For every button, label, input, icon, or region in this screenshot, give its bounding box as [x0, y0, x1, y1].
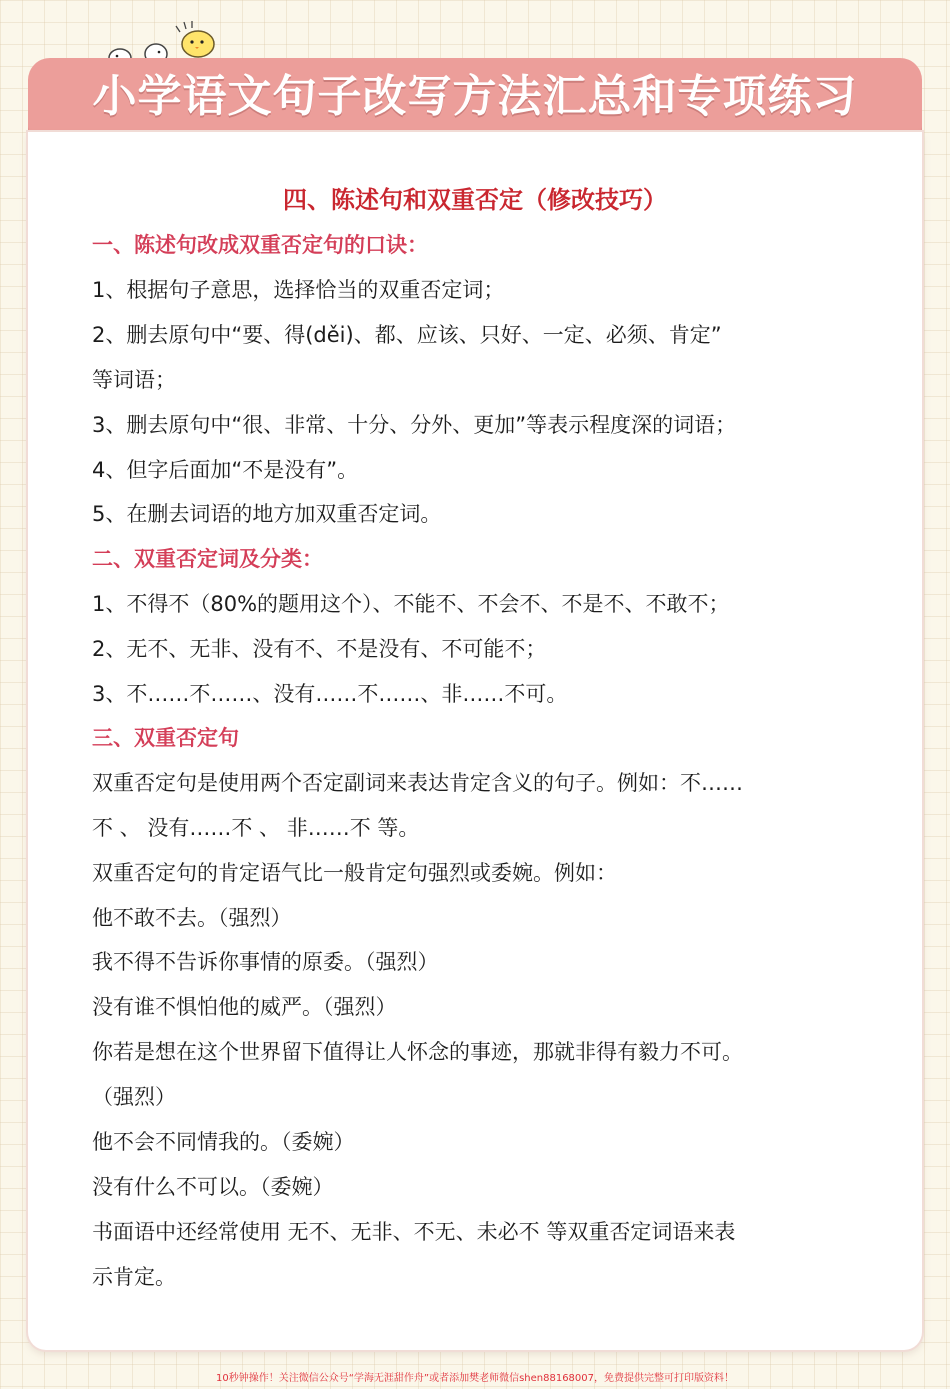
- part1-line: 5、在删去词语的地方加双重否定词。: [92, 502, 442, 526]
- part3-line: 示肯定。: [92, 1265, 176, 1289]
- part3-line: 不 、 没有……不 、 非……不 等。: [92, 816, 420, 840]
- part1-line: 4、但字后面加“不是没有”。: [92, 458, 359, 482]
- part3-line: （强烈）: [92, 1085, 176, 1109]
- part3-line: 你若是想在这个世界留下值得让人怀念的事迹，那就非得有毅力不可。: [92, 1040, 743, 1064]
- part3-line: 没有谁不惧怕他的威严。（强烈）: [92, 995, 397, 1019]
- footer-note: 10秒钟操作！关注微信公众号“学海无涯甜作舟”或者添加樊老师微信shen88168007，免费提供完整可打印版资料！: [215, 1373, 735, 1384]
- part3-line: 没有什么不可以。（委婉）: [92, 1175, 334, 1199]
- part2-heading: 二、双重否定词及分类：: [92, 547, 323, 571]
- part3-line: 他不敢不去。（强烈）: [92, 906, 292, 930]
- part1-line: 等词语；: [92, 368, 176, 392]
- part2-line: 3、不……不……、没有……不……、非……不可。: [92, 682, 568, 706]
- part3-line: 双重否定句的肯定语气比一般肯定句强烈或委婉。例如：: [92, 861, 617, 885]
- page-title: 小学语文句子改写方法汇总和专项练习: [92, 71, 858, 122]
- part3-line: 我不得不告诉你事情的原委。（强烈）: [92, 950, 439, 974]
- part2-line: 2、无不、无非、没有不、不是没有、不可能不；: [92, 637, 547, 661]
- part1-line: 2、删去原句中“要、得(děi)、都、应该、只好、一定、必须、肯定”: [92, 323, 722, 347]
- part1-heading: 一、陈述句改成双重否定句的口诀：: [92, 233, 428, 257]
- section-title: 四、陈述句和双重否定（修改技巧）: [283, 186, 667, 214]
- part2-line: 1、不得不（80%的题用这个）、不能不、不会不、不是不、不敢不；: [92, 592, 730, 616]
- part1-line: 3、删去原句中“很、非常、十分、分外、更加”等表示程度深的词语；: [92, 413, 737, 437]
- part3-heading: 三、双重否定句: [92, 726, 239, 750]
- title-banner: [28, 58, 922, 136]
- part3-line: 他不会不同情我的。（委婉）: [92, 1130, 355, 1154]
- part3-line: 书面语中还经常使用 无不、无非、不无、未必不 等双重否定词语来表: [92, 1220, 736, 1244]
- part3-line: 双重否定句是使用两个否定副词来表达肯定含义的句子。例如：不……: [92, 771, 743, 795]
- part1-line: 1、根据句子意思，选择恰当的双重否定词；: [92, 278, 505, 302]
